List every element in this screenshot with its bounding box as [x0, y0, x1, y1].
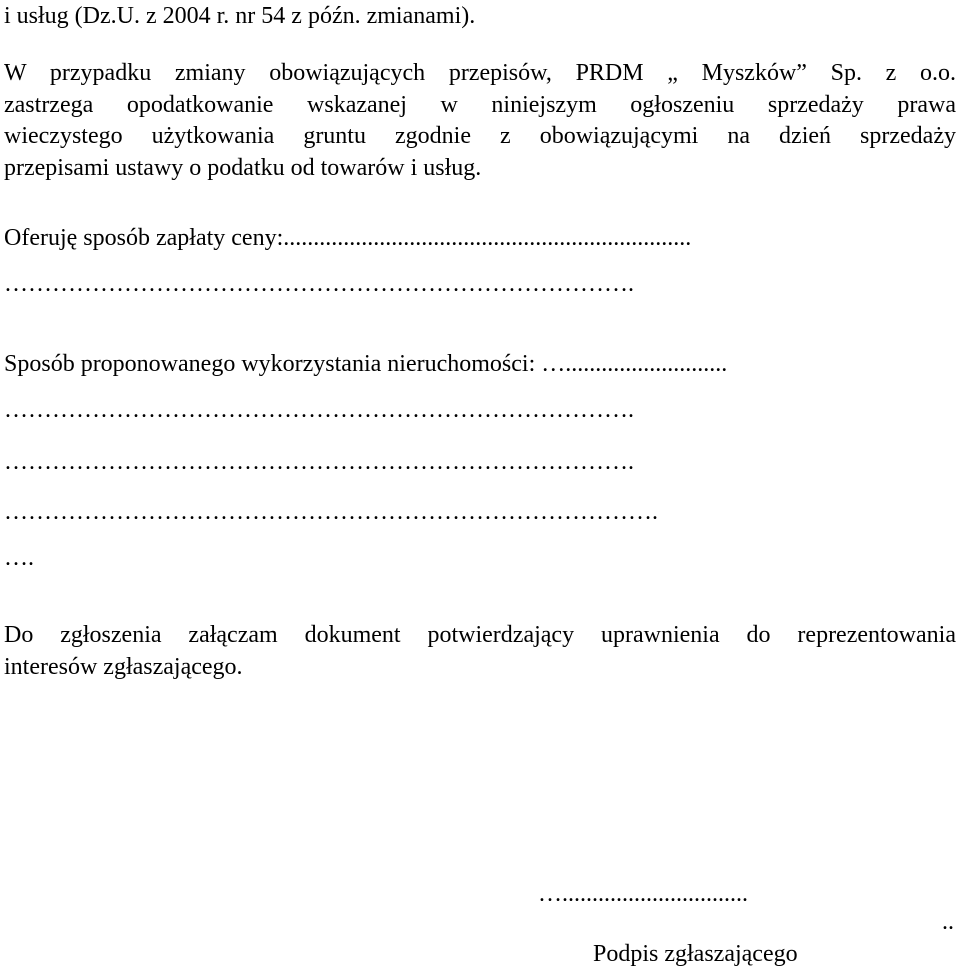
attachment-line-2: interesów zgłaszającego. [4, 654, 243, 680]
payment-method-fill-line: ……………………………………………………………………. [4, 271, 634, 297]
usage-fill-line-1: ……………………………………………………………………. [4, 397, 634, 423]
usage-label: Sposób proponowanego wykorzystania nieruchomości: …........................... [4, 351, 728, 377]
usage-fill-line-2: ……………………………………………………………………. [4, 449, 634, 475]
tax-clause-line-1: W przypadku zmiany obowiązujących przepisów, PRDM „ Myszków” Sp. z o.o. [4, 60, 956, 86]
tax-clause-line-4: przepisami ustawy o podatku od towarów i usług. [4, 154, 482, 181]
attachment-line-1: Do zgłoszenia załączam dokument potwierdzający uprawnienia do reprezentowania [4, 622, 956, 648]
usage-fill-line-4: …. [4, 545, 34, 571]
attachment-paragraph [4, 619, 956, 683]
tax-clause-line-2: zastrzega opodatkowanie wskazanej w niniejszym ogłoszeniu sprzedaży prawa [4, 91, 956, 118]
signature-dots-line-2: .. [942, 909, 954, 935]
signature-dots-line: …............................... [538, 881, 748, 907]
tax-clause-paragraph [4, 58, 956, 184]
usage-fill-line-3: ………………………………………………………………………. [4, 499, 658, 525]
tax-clause-line-3: wieczystego użytkowania gruntu zgodnie z obowiązującymi na dzień sprzedaży [4, 123, 956, 149]
payment-method-label: Oferuję sposób zapłaty ceny:.................................................................... [4, 225, 692, 251]
intro-line: i usług (Dz.U. z 2004 r. nr 54 z późn. zmianami). [4, 3, 476, 29]
signature-label: Podpis zgłaszającego [593, 941, 798, 967]
